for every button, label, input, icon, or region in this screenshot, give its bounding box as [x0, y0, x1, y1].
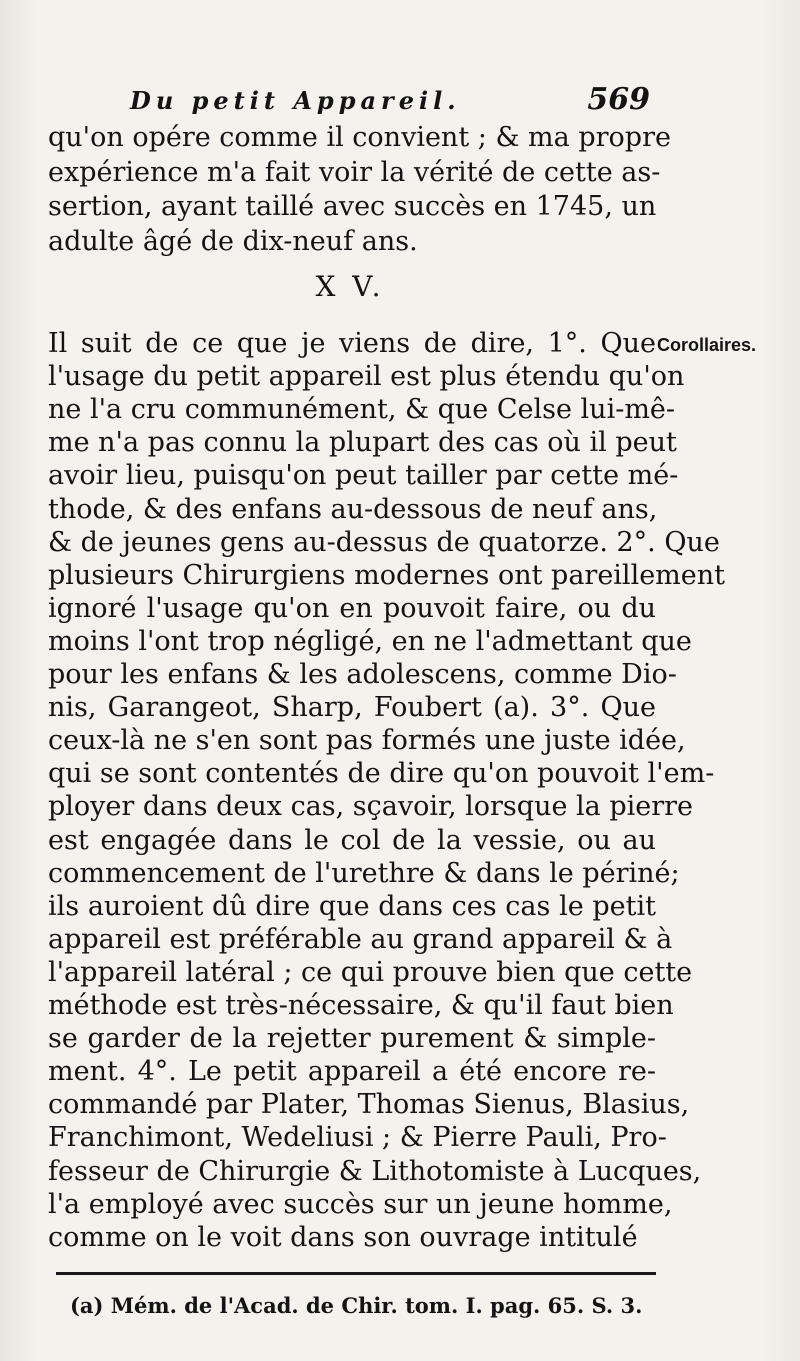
- text-line: commencement de l'urethre & dans le périné;: [48, 857, 680, 889]
- text-line: pour les enfans & les adolescens, comme Dio-: [48, 659, 677, 690]
- text-line: Franchimont, Wedeliusi ; & Pierre Pauli, Pro-: [48, 1122, 667, 1154]
- text-line: méthode est très-nécessaire, & qu'il faut bien: [48, 990, 674, 1021]
- text-line: l'usage du petit appareil est plus étendu qu'on: [48, 361, 685, 393]
- footnote-rule: [56, 1272, 656, 1275]
- text-line: expérience m'a fait voir la vérité de cette as-: [48, 156, 661, 188]
- text-line: qu'on opére comme il convient ; & ma propre: [48, 122, 671, 153]
- text-line: thode, & des enfans au-dessous de neuf ans,: [48, 493, 658, 525]
- text-line: & de jeunes gens au-dessus de quatorze. 2°. Que: [48, 526, 720, 558]
- text-line: ignoré l'usage qu'on en pouvoit faire, ou du: [48, 592, 656, 624]
- text-line: me n'a pas connu la plupart des cas où il peut: [48, 427, 677, 459]
- text-line: appareil est préférable au grand appareil & à: [48, 923, 673, 955]
- text-line: adulte âgé de dix-neuf ans.: [48, 225, 418, 257]
- text-line: se garder de la rejetter purement & simple-: [48, 1023, 656, 1055]
- text-line: moins l'ont trop négligé, en ne l'admettant que: [48, 625, 692, 657]
- text-line: commandé par Plater, Thomas Sienus, Blasius,: [48, 1089, 690, 1121]
- section-heading: X V.: [315, 270, 385, 303]
- running-head: [130, 82, 650, 122]
- text-line: l'a employé avec succès sur un jeune homme,: [48, 1188, 673, 1220]
- text-line: fesseur de Chirurgie & Lithotomiste à Lucques,: [48, 1155, 702, 1187]
- text-line: ils auroient dû dire que dans ces cas le petit: [48, 890, 656, 922]
- text-line: ployer dans deux cas, sçavoir, lorsque la pierre: [48, 791, 694, 823]
- text-line: comme on le voit dans son ouvrage intitulé: [48, 1221, 638, 1253]
- text-line: est engagée dans le col de la vessie, ou au: [48, 824, 656, 856]
- text-line: qui se sont contentés de dire qu'on pouvoit l'em-: [48, 758, 715, 790]
- footnote: (a) Mém. de l'Acad. de Chir. tom. I. pag. 65. S. 3.: [70, 1293, 643, 1318]
- text-line: nis, Garangeot, Sharp, Foubert (a). 3°. Que: [48, 692, 656, 724]
- margin-note: Corollaires.: [657, 335, 757, 355]
- text-line: sertion, ayant taillé avec succès en 1745, un: [48, 191, 657, 222]
- text-line: Il suit de ce que je viens de dire, 1°. Que: [48, 328, 656, 359]
- text-line: ment. 4°. Le petit appareil a été encore re-: [48, 1056, 656, 1088]
- text-line: ne l'a cru communément, & que Celse lui-mê-: [48, 394, 676, 426]
- text-line: l'appareil latéral ; ce qui prouve bien que cette: [48, 956, 693, 988]
- text-line: ceux-là ne s'en sont pas formés une juste idée,: [48, 725, 686, 757]
- text-line: plusieurs Chirurgiens modernes ont pareillement: [48, 559, 726, 591]
- page-number: 569: [587, 82, 650, 117]
- text-line: avoir lieu, puisqu'on peut tailler par cette mé-: [48, 460, 679, 492]
- running-head-title: Du petit Appareil.: [130, 86, 461, 115]
